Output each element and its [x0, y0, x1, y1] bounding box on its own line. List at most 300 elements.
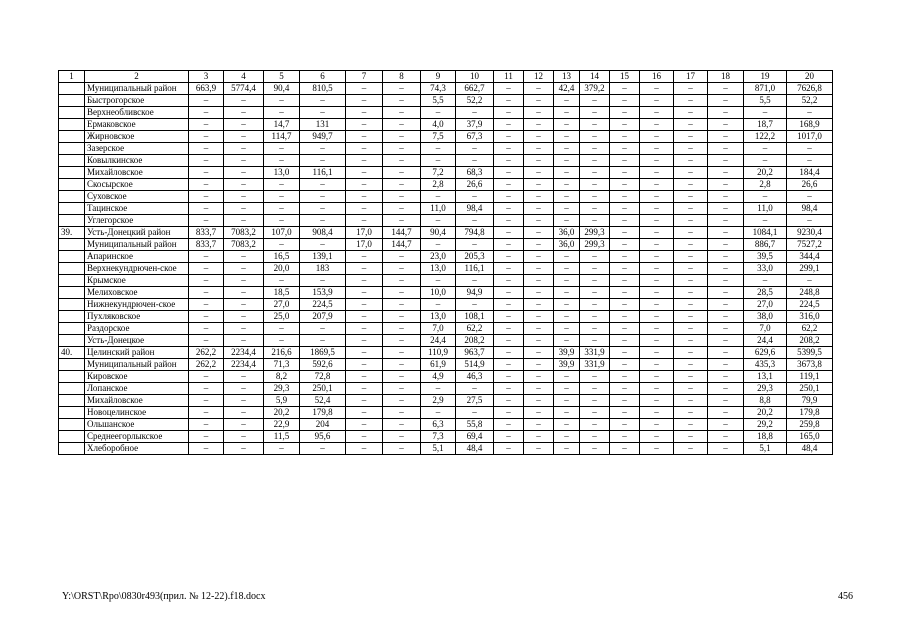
table-row	[59, 347, 833, 359]
value-cell: 36,0	[554, 239, 580, 251]
value-cell: 23,0	[421, 251, 456, 263]
value-cell: –	[189, 407, 224, 419]
value-cell: 98,4	[787, 203, 833, 215]
page-number: 456	[838, 591, 853, 602]
value-cell: 52,2	[787, 95, 833, 107]
value-cell: –	[610, 155, 640, 167]
value-cell: –	[494, 371, 524, 383]
value-cell: –	[264, 275, 300, 287]
value-cell: 13,0	[421, 263, 456, 275]
value-cell: –	[524, 407, 554, 419]
value-cell: –	[264, 443, 300, 455]
value-cell: 949,7	[300, 131, 346, 143]
value-cell: –	[674, 119, 708, 131]
value-cell: 344,4	[787, 251, 833, 263]
value-cell: –	[580, 167, 610, 179]
value-cell: –	[383, 179, 421, 191]
value-cell: –	[708, 179, 744, 191]
column-number-header: 1	[59, 71, 85, 83]
column-number-header: 10	[456, 71, 494, 83]
value-cell: 1017,0	[787, 131, 833, 143]
value-cell: –	[383, 83, 421, 95]
value-cell: 794,8	[456, 227, 494, 239]
value-cell: –	[708, 131, 744, 143]
table-row	[59, 143, 833, 155]
row-number-cell	[59, 275, 85, 287]
value-cell: 224,5	[300, 299, 346, 311]
value-cell: –	[524, 107, 554, 119]
value-cell: 7083,2	[224, 239, 264, 251]
value-cell: –	[224, 155, 264, 167]
value-cell: 10,0	[421, 287, 456, 299]
value-cell: 68,3	[456, 167, 494, 179]
document-path: Y:\ORST\Rpo\0830r493(прил. № 12-22).f18.docx	[62, 591, 266, 602]
value-cell: –	[610, 443, 640, 455]
value-cell: 184,4	[787, 167, 833, 179]
value-cell: 108,1	[456, 311, 494, 323]
value-cell: –	[421, 143, 456, 155]
value-cell: –	[264, 323, 300, 335]
value-cell: 72,8	[300, 371, 346, 383]
value-cell: –	[494, 179, 524, 191]
row-number-cell	[59, 323, 85, 335]
value-cell: 20,0	[264, 263, 300, 275]
value-cell: –	[494, 131, 524, 143]
value-cell: –	[610, 95, 640, 107]
table-row	[59, 287, 833, 299]
value-cell: 29,3	[744, 383, 787, 395]
table-row	[59, 131, 833, 143]
value-cell: 5,9	[264, 395, 300, 407]
value-cell: –	[456, 143, 494, 155]
value-cell: –	[264, 239, 300, 251]
value-cell: –	[346, 371, 383, 383]
value-cell: –	[580, 323, 610, 335]
value-cell: 3673,8	[787, 359, 833, 371]
value-cell: –	[580, 263, 610, 275]
value-cell: 116,1	[300, 167, 346, 179]
value-cell: 179,8	[300, 407, 346, 419]
value-cell: –	[610, 251, 640, 263]
value-cell: –	[554, 143, 580, 155]
value-cell: –	[640, 383, 674, 395]
value-cell: 26,6	[787, 179, 833, 191]
value-cell: –	[346, 395, 383, 407]
table-row	[59, 95, 833, 107]
value-cell: 5,5	[744, 95, 787, 107]
value-cell: –	[524, 227, 554, 239]
value-cell: –	[708, 395, 744, 407]
value-cell: 7626,8	[787, 83, 833, 95]
value-cell: 107,0	[264, 227, 300, 239]
value-cell: –	[708, 203, 744, 215]
value-cell: 62,2	[787, 323, 833, 335]
value-cell: –	[610, 143, 640, 155]
value-cell: –	[554, 107, 580, 119]
value-cell: –	[708, 371, 744, 383]
value-cell: –	[554, 383, 580, 395]
value-cell: –	[346, 275, 383, 287]
row-number-cell	[59, 395, 85, 407]
value-cell: –	[674, 251, 708, 263]
value-cell: –	[300, 335, 346, 347]
value-cell: –	[708, 263, 744, 275]
value-cell: –	[494, 239, 524, 251]
value-cell: –	[580, 143, 610, 155]
column-number-header: 17	[674, 71, 708, 83]
value-cell: 204	[300, 419, 346, 431]
value-cell: –	[300, 239, 346, 251]
value-cell: –	[708, 359, 744, 371]
value-cell: 165,0	[787, 431, 833, 443]
territory-name-cell: Лопанское	[85, 383, 189, 395]
value-cell: 13,0	[421, 311, 456, 323]
territory-name-cell: Новоцелинское	[85, 407, 189, 419]
table-row	[59, 395, 833, 407]
value-cell: –	[346, 155, 383, 167]
territory-name-cell: Суховское	[85, 191, 189, 203]
value-cell: –	[494, 251, 524, 263]
value-cell: 20,2	[744, 407, 787, 419]
value-cell: –	[383, 347, 421, 359]
value-cell: –	[554, 215, 580, 227]
column-number-header: 14	[580, 71, 610, 83]
value-cell: 153,9	[300, 287, 346, 299]
row-number-cell	[59, 119, 85, 131]
value-cell: –	[224, 263, 264, 275]
value-cell: –	[787, 275, 833, 287]
value-cell: –	[708, 335, 744, 347]
value-cell: –	[224, 215, 264, 227]
table-row	[59, 119, 833, 131]
row-number-cell	[59, 299, 85, 311]
value-cell: –	[524, 443, 554, 455]
value-cell: 11,0	[744, 203, 787, 215]
table-row	[59, 239, 833, 251]
value-cell: 1084,1	[744, 227, 787, 239]
value-cell: –	[708, 167, 744, 179]
value-cell: –	[346, 311, 383, 323]
value-cell: –	[494, 275, 524, 287]
row-number-cell: 39.	[59, 227, 85, 239]
value-cell: –	[189, 371, 224, 383]
value-cell: 2234,4	[224, 347, 264, 359]
value-cell: –	[456, 155, 494, 167]
table-row	[59, 371, 833, 383]
territory-name-cell: Ольшанское	[85, 419, 189, 431]
value-cell: 7,0	[744, 323, 787, 335]
value-cell: 379,2	[580, 83, 610, 95]
value-cell: –	[610, 395, 640, 407]
value-cell: –	[383, 359, 421, 371]
value-cell: –	[610, 371, 640, 383]
value-cell: 94,9	[456, 287, 494, 299]
value-cell: –	[346, 83, 383, 95]
value-cell: –	[524, 419, 554, 431]
value-cell: 20,2	[264, 407, 300, 419]
value-cell: –	[674, 191, 708, 203]
value-cell: –	[264, 155, 300, 167]
value-cell: –	[346, 191, 383, 203]
row-number-cell	[59, 83, 85, 95]
value-cell: –	[554, 167, 580, 179]
row-number-cell	[59, 407, 85, 419]
value-cell: 16,5	[264, 251, 300, 263]
value-cell: –	[640, 263, 674, 275]
value-cell: –	[383, 167, 421, 179]
value-cell: –	[580, 155, 610, 167]
value-cell: –	[610, 323, 640, 335]
value-cell: –	[346, 107, 383, 119]
value-cell: –	[554, 311, 580, 323]
value-cell: 833,7	[189, 227, 224, 239]
column-number-header: 20	[787, 71, 833, 83]
value-cell: 13,1	[744, 371, 787, 383]
value-cell: –	[346, 95, 383, 107]
value-cell: –	[224, 203, 264, 215]
value-cell: –	[224, 335, 264, 347]
value-cell: –	[524, 299, 554, 311]
value-cell: 14,7	[264, 119, 300, 131]
value-cell: –	[494, 299, 524, 311]
value-cell: –	[708, 239, 744, 251]
value-cell: 55,8	[456, 419, 494, 431]
value-cell: –	[456, 107, 494, 119]
value-cell: –	[346, 335, 383, 347]
value-cell: –	[524, 323, 554, 335]
value-cell: –	[383, 311, 421, 323]
value-cell: –	[224, 143, 264, 155]
value-cell: –	[383, 431, 421, 443]
value-cell: 22,9	[264, 419, 300, 431]
value-cell: –	[787, 155, 833, 167]
territory-name-cell: Целинский район	[85, 347, 189, 359]
value-cell: 17,0	[346, 239, 383, 251]
value-cell: –	[494, 347, 524, 359]
value-cell: 29,2	[744, 419, 787, 431]
value-cell: –	[494, 419, 524, 431]
value-cell: –	[610, 191, 640, 203]
value-cell: –	[708, 107, 744, 119]
value-cell: –	[383, 371, 421, 383]
value-cell: –	[189, 275, 224, 287]
table-row	[59, 275, 833, 287]
territory-name-cell: Скосырское	[85, 179, 189, 191]
value-cell: 39,9	[554, 359, 580, 371]
value-cell: –	[494, 143, 524, 155]
territory-name-cell: Апаринское	[85, 251, 189, 263]
value-cell: –	[456, 407, 494, 419]
value-cell: 183	[300, 263, 346, 275]
row-number-cell	[59, 155, 85, 167]
value-cell: 11,0	[421, 203, 456, 215]
value-cell: –	[674, 383, 708, 395]
value-cell: 25,0	[264, 311, 300, 323]
column-number-header: 8	[383, 71, 421, 83]
value-cell: –	[610, 203, 640, 215]
row-number-cell	[59, 107, 85, 119]
value-cell: –	[224, 371, 264, 383]
value-cell: –	[189, 431, 224, 443]
value-cell: –	[610, 347, 640, 359]
value-cell: 114,7	[264, 131, 300, 143]
value-cell: –	[494, 383, 524, 395]
territory-name-cell: Усть-Донецкий район	[85, 227, 189, 239]
value-cell: 9230,4	[787, 227, 833, 239]
value-cell: 46,3	[456, 371, 494, 383]
value-cell: –	[674, 359, 708, 371]
value-cell: –	[189, 263, 224, 275]
row-number-cell	[59, 419, 85, 431]
value-cell: –	[224, 95, 264, 107]
value-cell: –	[554, 371, 580, 383]
value-cell: 48,4	[456, 443, 494, 455]
value-cell: 71,3	[264, 359, 300, 371]
value-cell: –	[224, 311, 264, 323]
value-cell: –	[383, 263, 421, 275]
value-cell: –	[554, 395, 580, 407]
value-cell: –	[640, 371, 674, 383]
value-cell: –	[554, 203, 580, 215]
value-cell: –	[610, 131, 640, 143]
value-cell: 316,0	[787, 311, 833, 323]
value-cell: –	[610, 167, 640, 179]
value-cell: –	[580, 311, 610, 323]
value-cell: –	[264, 107, 300, 119]
value-cell: –	[346, 251, 383, 263]
value-cell: –	[610, 431, 640, 443]
value-cell: 5,1	[421, 443, 456, 455]
value-cell: –	[674, 407, 708, 419]
value-cell: 810,5	[300, 83, 346, 95]
row-number-cell	[59, 311, 85, 323]
value-cell: 2,8	[744, 179, 787, 191]
value-cell: 663,9	[189, 83, 224, 95]
value-cell: 2,9	[421, 395, 456, 407]
row-number-cell	[59, 371, 85, 383]
value-cell: –	[640, 215, 674, 227]
value-cell: 833,7	[189, 239, 224, 251]
value-cell: –	[524, 395, 554, 407]
value-cell: –	[421, 383, 456, 395]
value-cell: 116,1	[456, 263, 494, 275]
value-cell: –	[524, 311, 554, 323]
value-cell: –	[264, 191, 300, 203]
territory-name-cell: Быстрогорское	[85, 95, 189, 107]
value-cell: –	[300, 443, 346, 455]
value-cell: –	[189, 251, 224, 263]
value-cell: –	[346, 203, 383, 215]
value-cell: –	[554, 287, 580, 299]
value-cell: –	[580, 203, 610, 215]
value-cell: 13,0	[264, 167, 300, 179]
value-cell: –	[524, 179, 554, 191]
value-cell: –	[346, 359, 383, 371]
value-cell: –	[300, 143, 346, 155]
value-cell: –	[494, 311, 524, 323]
value-cell: –	[524, 155, 554, 167]
value-cell: –	[554, 323, 580, 335]
value-cell: –	[640, 251, 674, 263]
column-number-header: 3	[189, 71, 224, 83]
value-cell: –	[708, 323, 744, 335]
value-cell: –	[580, 431, 610, 443]
value-cell: –	[421, 299, 456, 311]
value-cell: –	[708, 299, 744, 311]
value-cell: 207,9	[300, 311, 346, 323]
value-cell: –	[640, 155, 674, 167]
value-cell: –	[674, 155, 708, 167]
value-cell: –	[524, 143, 554, 155]
row-number-cell	[59, 359, 85, 371]
value-cell: 61,9	[421, 359, 456, 371]
value-cell: –	[383, 215, 421, 227]
value-cell: –	[189, 323, 224, 335]
value-cell: –	[494, 395, 524, 407]
value-cell: –	[383, 419, 421, 431]
value-cell: 299,3	[580, 227, 610, 239]
value-cell: –	[640, 443, 674, 455]
value-cell: –	[189, 107, 224, 119]
value-cell: –	[383, 407, 421, 419]
value-cell: 179,8	[787, 407, 833, 419]
value-cell: –	[708, 311, 744, 323]
value-cell: –	[224, 383, 264, 395]
table-row	[59, 335, 833, 347]
value-cell: –	[189, 419, 224, 431]
value-cell: –	[189, 155, 224, 167]
value-cell: –	[674, 107, 708, 119]
value-cell: –	[610, 299, 640, 311]
value-cell: –	[610, 287, 640, 299]
table-row	[59, 263, 833, 275]
value-cell: –	[674, 215, 708, 227]
value-cell: 7083,2	[224, 227, 264, 239]
column-number-header: 5	[264, 71, 300, 83]
value-cell: 208,2	[787, 335, 833, 347]
value-cell: –	[524, 275, 554, 287]
value-cell: –	[383, 95, 421, 107]
value-cell: –	[580, 95, 610, 107]
value-cell: –	[524, 95, 554, 107]
value-cell: 79,9	[787, 395, 833, 407]
territory-name-cell: Михайловское	[85, 395, 189, 407]
value-cell: –	[189, 167, 224, 179]
value-cell: –	[346, 431, 383, 443]
value-cell: 18,5	[264, 287, 300, 299]
table-row	[59, 383, 833, 395]
column-number-header: 12	[524, 71, 554, 83]
value-cell: 908,4	[300, 227, 346, 239]
row-number-cell	[59, 191, 85, 203]
row-number-cell	[59, 287, 85, 299]
value-cell: –	[674, 311, 708, 323]
value-cell: –	[580, 215, 610, 227]
value-cell: –	[708, 275, 744, 287]
value-cell: –	[224, 251, 264, 263]
table-row	[59, 179, 833, 191]
value-cell: –	[346, 263, 383, 275]
value-cell: 248,8	[787, 287, 833, 299]
value-cell: –	[494, 227, 524, 239]
value-cell: –	[674, 143, 708, 155]
value-cell: 26,6	[456, 179, 494, 191]
territory-name-cell: Нижнекундрючен-ское	[85, 299, 189, 311]
value-cell: –	[640, 323, 674, 335]
column-number-header: 18	[708, 71, 744, 83]
value-cell: –	[640, 431, 674, 443]
value-cell: –	[383, 443, 421, 455]
